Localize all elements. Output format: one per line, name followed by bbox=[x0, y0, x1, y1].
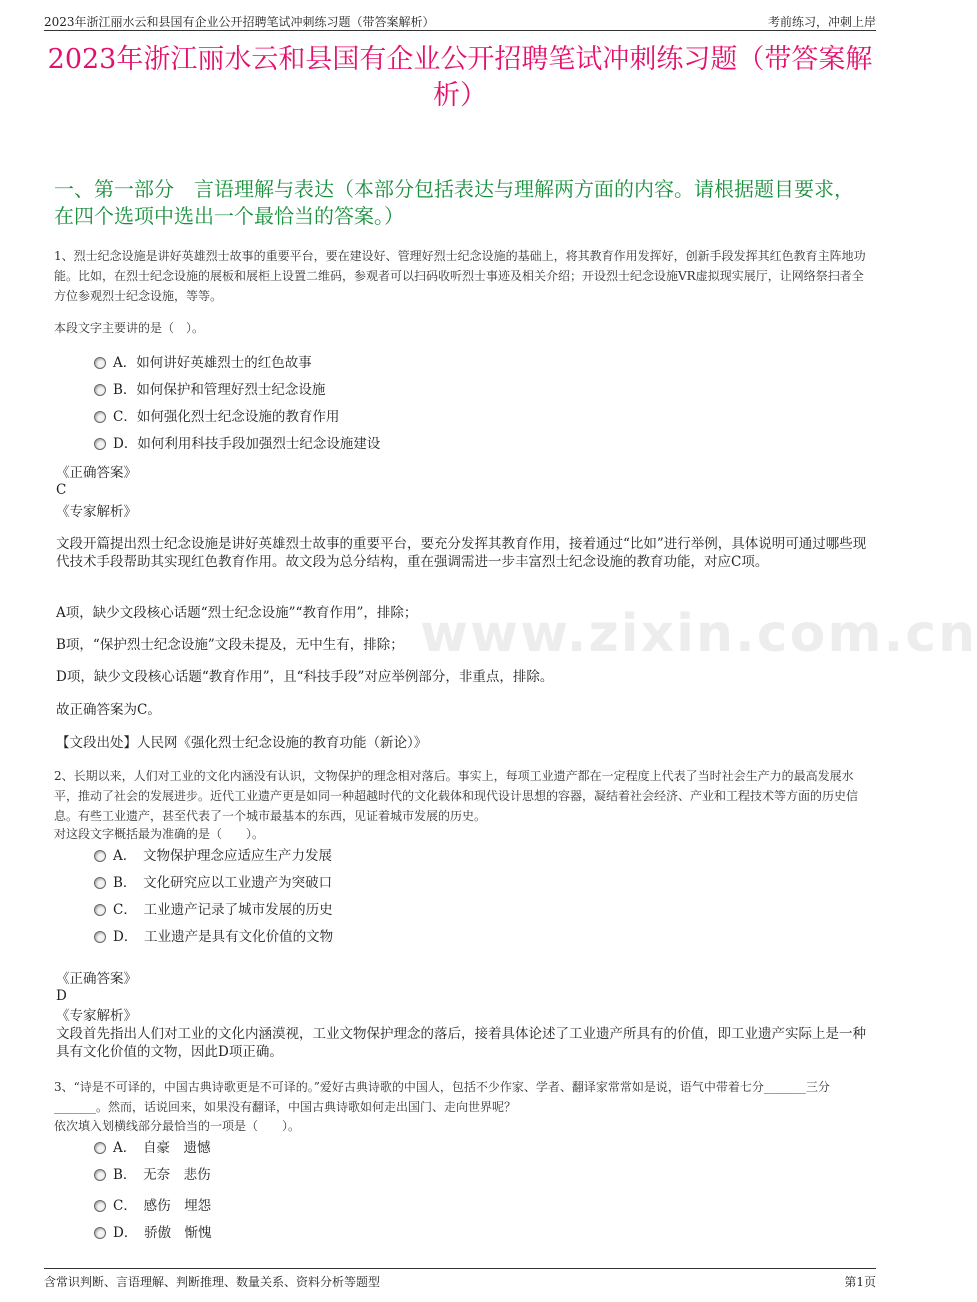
page-number: 第1页 bbox=[844, 1275, 876, 1289]
watermark: www.zixin.com.cn bbox=[420, 604, 977, 664]
question-1-option-c[interactable] bbox=[94, 407, 339, 427]
question-3-text: 3、“诗是不可译的，中国古典诗歌更是不可译的。”爱好古典诗歌的中国人，包括不少作家、学者、翻译家常常如是说，语气中带着七分_______三分_______。然而，话说回来，如果没有翻译，中国古典诗歌如何走出国门、走向世界呢？ bbox=[54, 1080, 830, 1114]
option-label: D． 骄傲 惭愧 bbox=[113, 1225, 212, 1241]
question-3-option-b[interactable] bbox=[94, 1165, 211, 1185]
question-1-option-a[interactable] bbox=[94, 353, 312, 373]
radio-icon[interactable] bbox=[94, 877, 106, 889]
header-slogan: 考前练习，冲刺上岸 bbox=[767, 15, 876, 29]
option-label: B． 文化研究应以工业遗产为突破口 bbox=[113, 875, 333, 891]
footer-topics: 含常识判断、言语理解、判断推理、数量关系、资料分析等题型 bbox=[44, 1275, 381, 1289]
question-1-prompt: 本段文字主要讲的是（ ）。 bbox=[54, 321, 205, 335]
question-1-answer: C bbox=[56, 482, 67, 498]
option-label: A．如何讲好英雄烈士的红色故事 bbox=[113, 355, 312, 371]
question-3-option-d[interactable] bbox=[94, 1223, 212, 1243]
question-2-prompt: 对这段文字概括最为准确的是（ ）。 bbox=[54, 827, 265, 841]
question-1-analysis-label: 《专家解析》 bbox=[56, 504, 137, 520]
page-header bbox=[44, 10, 876, 31]
question-2-analysis: 文段首先指出人们对工业的文化内涵漠视，工业文物保护理念的落后，接着具体论述了工业遗产所具有的价值，即工业遗产实际上是一种具有文化价值的文物，因此D项正确。 bbox=[56, 1026, 866, 1060]
header-doc-title: 2023年浙江丽水云和县国有企业公开招聘笔试冲刺练习题（带答案解析） bbox=[44, 15, 435, 29]
radio-icon[interactable] bbox=[94, 438, 106, 450]
option-label: C． 工业遗产记录了城市发展的历史 bbox=[113, 902, 333, 918]
question-1-analysis-b: B项，“保护烈士纪念设施”文段未提及，无中生有，排除； bbox=[56, 637, 404, 653]
question-3-option-a[interactable] bbox=[94, 1138, 211, 1158]
radio-icon[interactable] bbox=[94, 357, 106, 369]
option-label: A． 自豪 遗憾 bbox=[113, 1140, 211, 1156]
question-1-text: 1、烈士纪念设施是讲好英雄烈士故事的重要平台，要在建设好、管理好烈士纪念设施的基础上，将其教育作用发挥好，创新手段发挥其红色教育主阵地功能。比如，在烈士纪念设施的展板和展柜上设置二维码，参观者可以扫码收听烈士事迹及相关介绍；开设烈士纪念设施VR虚拟现实展厅，让网络祭扫者全方位参观烈士纪念设施，等等。 bbox=[54, 249, 866, 303]
question-3-option-c[interactable] bbox=[94, 1196, 211, 1216]
question-2-analysis-label: 《专家解析》 bbox=[56, 1008, 137, 1024]
radio-icon[interactable] bbox=[94, 1227, 106, 1239]
question-2-option-d[interactable] bbox=[94, 927, 333, 947]
option-label: D． 工业遗产是具有文化价值的文物 bbox=[113, 929, 334, 945]
question-1-option-d[interactable] bbox=[94, 434, 380, 454]
radio-icon[interactable] bbox=[94, 1169, 106, 1181]
option-label: B． 无奈 悲伤 bbox=[113, 1167, 211, 1183]
question-1-analysis-conclusion: 故正确答案为C。 bbox=[56, 702, 161, 718]
page-footer bbox=[44, 1268, 876, 1291]
question-1-option-b[interactable] bbox=[94, 380, 325, 400]
question-2-option-c[interactable] bbox=[94, 900, 333, 920]
option-label: C． 感伤 埋怨 bbox=[113, 1198, 212, 1214]
radio-icon[interactable] bbox=[94, 411, 106, 423]
section-title: 一、第一部分 言语理解与表达（本部分包括表达与理解两方面的内容。请根据题目要求，在四个选项中选出一个最恰当的答案。） bbox=[54, 177, 854, 228]
question-1-analysis-main: 文段开篇提出烈士纪念设施是讲好英雄烈士故事的重要平台，要充分发挥其教育作用，接着通过“比如”进行举例，具体说明可通过哪些现代技术手段帮助其实现红色教育作用。故文段为总分结构，重在强调需进一步丰富烈士纪念设施的教育功能，对应C项。 bbox=[56, 536, 867, 570]
question-2-option-a[interactable] bbox=[94, 846, 332, 866]
option-label: D．如何利用科技手段加强烈士纪念设施建设 bbox=[113, 436, 381, 452]
radio-icon[interactable] bbox=[94, 904, 106, 916]
question-2-answer-label: 《正确答案》 bbox=[56, 971, 137, 987]
radio-icon[interactable] bbox=[94, 384, 106, 396]
question-2-answer: D bbox=[56, 988, 67, 1004]
radio-icon[interactable] bbox=[94, 1142, 106, 1154]
question-2-text: 2、长期以来，人们对工业的文化内涵没有认识，文物保护的理念相对落后。事实上，每项工业遗产都在一定程度上代表了当时社会生产力的最高发展水平，推动了社会的发展进步。近代工业遗产更是如同一种超越时代的文化载体和现代设计思想的容器，凝结着社会经济、产业和工程技术等方面的历史信息。有些工业遗产，甚至代表了一个城市最基本的东西，见证着城市发展的历史。 bbox=[54, 769, 859, 823]
question-1-analysis-a: A项，缺少文段核心话题“烈士纪念设施”“教育作用”，排除； bbox=[56, 605, 418, 621]
option-label: B．如何保护和管理好烈士纪念设施 bbox=[113, 382, 326, 398]
radio-icon[interactable] bbox=[94, 931, 106, 943]
option-label: A． 文物保护理念应适应生产力发展 bbox=[113, 848, 332, 864]
question-2-option-b[interactable] bbox=[94, 873, 332, 893]
question-1-source: 【文段出处】人民网《强化烈士纪念设施的教育功能（新论）》 bbox=[56, 735, 428, 751]
question-3-prompt: 依次填入划横线部分最恰当的一项是（ ）。 bbox=[54, 1119, 301, 1133]
page-title: 2023年浙江丽水云和县国有企业公开招聘笔试冲刺练习题（带答案解析） bbox=[47, 44, 873, 111]
option-label: C．如何强化烈士纪念设施的教育作用 bbox=[113, 409, 340, 425]
radio-icon[interactable] bbox=[94, 1200, 106, 1212]
question-1-analysis-d: D项，缺少文段核心话题“教育作用”，且“科技手段”对应举例部分，非重点，排除。 bbox=[56, 669, 554, 685]
question-1-answer-label: 《正确答案》 bbox=[56, 465, 137, 481]
radio-icon[interactable] bbox=[94, 850, 106, 862]
